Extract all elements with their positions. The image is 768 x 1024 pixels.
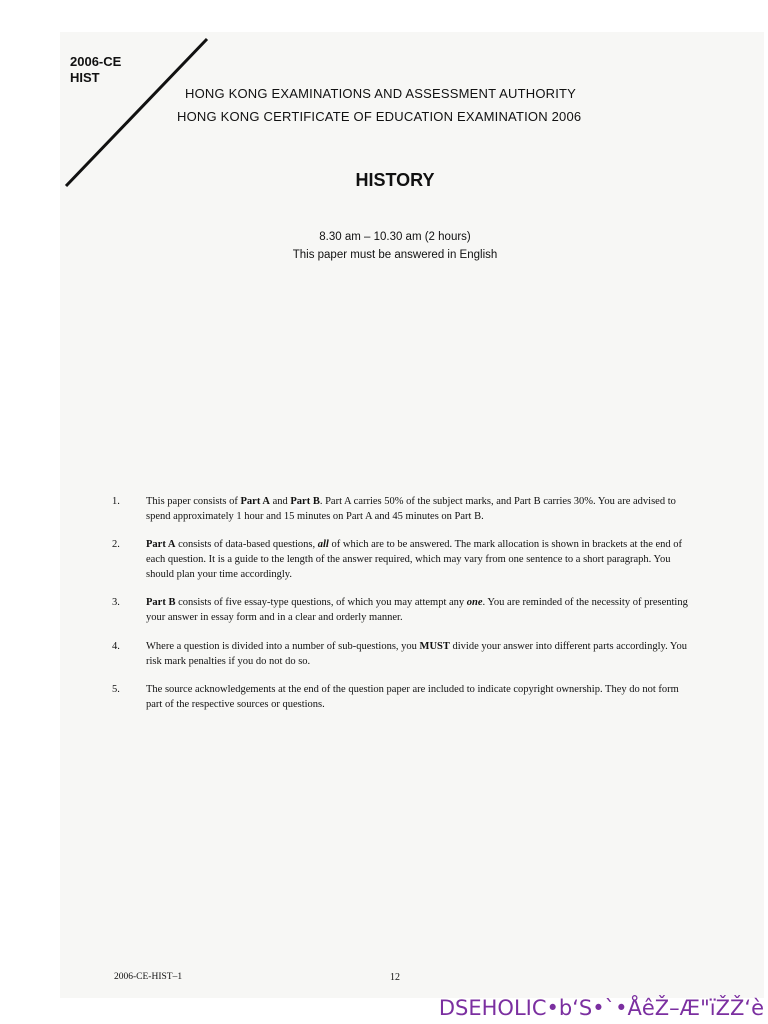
paper-code	[70, 54, 121, 86]
instruction-number: 3.	[112, 597, 120, 608]
instruction-number: 1.	[112, 496, 120, 507]
paper-code-subject: HIST	[70, 70, 100, 85]
instruction-4	[112, 639, 688, 669]
subject-title: HISTORY	[355, 170, 435, 190]
footer-paper-code: 2006-CE-HIST–1	[114, 972, 183, 982]
authority-name: HONG KONG EXAMINATIONS AND ASSESSMENT AUTHORITY	[185, 86, 577, 101]
instruction-text: The source acknowledgements at the end of the question paper are included to indicate copyright ownership. They do not form part of the respective sources or questions.	[146, 684, 679, 710]
watermark-text: DSEHOLIC•b‘S•`•ÅêŽ–Æ"ïŽŽ‘è	[438, 996, 764, 1020]
instruction-text: Where a question is divided into a number of sub-questions, you MUST divide your answer into different parts accordingly. You risk mark penalties if you do not do so.	[146, 641, 687, 667]
instruction-number: 2.	[112, 539, 120, 550]
exam-time: 8.30 am – 10.30 am (2 hours)	[319, 231, 471, 243]
instruction-number: 4.	[112, 641, 120, 652]
instruction-5	[112, 682, 688, 712]
instruction-3	[112, 595, 688, 625]
instruction-text: Part A consists of data-based questions, all of which are to be answered. The mark allocation is shown in brackets at the end of each question. It is a guide to the length of the answer required, which may vary from one sentence to a short paragraph. You should plan your time accordingly.	[146, 539, 683, 580]
instruction-1	[112, 494, 688, 524]
instruction-text: Part B consists of five essay-type questions, of which you may attempt any one. You are reminded of the necessity of presenting your answer in essay form and in a clear and orderly manner.	[146, 597, 688, 623]
instruction-2	[112, 537, 688, 582]
exam-name: HONG KONG CERTIFICATE OF EDUCATION EXAMINATION 2006	[177, 109, 582, 124]
language-note: This paper must be answered in English	[292, 249, 498, 261]
instruction-text: This paper consists of Part A and Part B. Part A carries 50% of the subject marks, and Part B carries 30%. You are advised to spend approximately 1 hour and 15 minutes on Part A and 45 minutes on Part B.	[146, 496, 676, 522]
page-number: 12	[390, 972, 400, 983]
instruction-number: 5.	[112, 684, 120, 695]
paper-code-year: 2006-CE	[70, 54, 122, 69]
